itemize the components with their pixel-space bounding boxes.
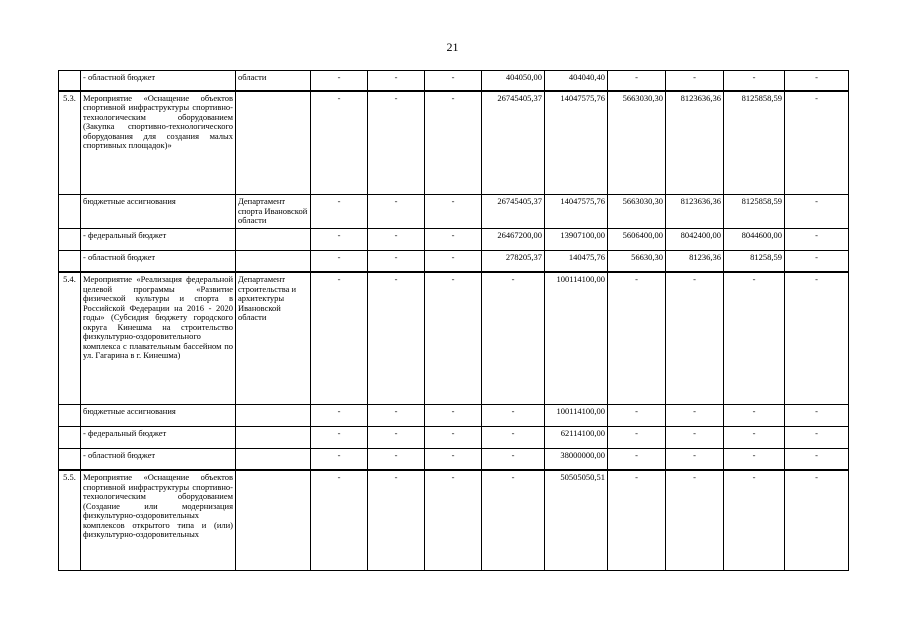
row-executor: Департамент спорта Ивановской области (236, 195, 311, 229)
row-executor (236, 250, 311, 272)
value-cell: 8123636,36 (666, 91, 724, 195)
row-number (59, 448, 81, 470)
table-row (59, 91, 849, 195)
value-cell: - (785, 228, 849, 250)
value-cell: 8125858,59 (724, 91, 785, 195)
value-cell: - (608, 404, 666, 426)
value-cell: - (482, 404, 545, 426)
value-cell: - (785, 470, 849, 570)
value-cell: - (311, 272, 368, 404)
value-cell: 14047575,76 (545, 91, 608, 195)
value-cell: - (608, 448, 666, 470)
value-cell: 26467200,00 (482, 228, 545, 250)
row-executor (236, 228, 311, 250)
row-description: - федеральный бюджет (81, 426, 236, 448)
table-row (59, 250, 849, 272)
value-cell: - (311, 470, 368, 570)
row-executor (236, 426, 311, 448)
value-cell: 8042400,00 (666, 228, 724, 250)
value-cell: - (666, 404, 724, 426)
table-row (59, 195, 849, 229)
row-executor (236, 404, 311, 426)
value-cell: - (785, 91, 849, 195)
value-cell: - (425, 404, 482, 426)
page-number: 21 (446, 40, 459, 54)
value-cell: - (666, 448, 724, 470)
row-number (59, 228, 81, 250)
value-cell: - (425, 448, 482, 470)
row-description: - областной бюджет (81, 71, 236, 91)
row-executor (236, 470, 311, 570)
value-cell: - (666, 470, 724, 570)
table-row (59, 470, 849, 570)
value-cell: - (368, 91, 425, 195)
value-cell: - (368, 404, 425, 426)
value-cell: 278205,37 (482, 250, 545, 272)
value-cell: 404040,40 (545, 71, 608, 91)
value-cell: 140475,76 (545, 250, 608, 272)
row-number (59, 71, 81, 91)
row-executor (236, 448, 311, 470)
value-cell: - (425, 426, 482, 448)
value-cell: - (368, 272, 425, 404)
row-executor (236, 91, 311, 195)
row-description: - областной бюджет (81, 448, 236, 470)
value-cell: - (608, 272, 666, 404)
value-cell: - (425, 272, 482, 404)
row-number: 5.5. (59, 470, 81, 570)
value-cell: - (482, 272, 545, 404)
value-cell: 81258,59 (724, 250, 785, 272)
value-cell: - (666, 426, 724, 448)
value-cell: - (425, 470, 482, 570)
value-cell: - (311, 426, 368, 448)
row-description: Мероприятие «Реализация федеральной целевой программы «Развитие физической культуры и спорта в Российской Федерации на 2016 - 2020 годы» (Субсидия бюджету городского округа Кинешма на строительство физкультурно-оздоровительного комплекса с плавательным бассейном по ул. Гагарина в г. Кинешма) (81, 272, 236, 404)
value-cell: - (368, 426, 425, 448)
row-description: Мероприятие «Оснащение объектов спортивной инфраструктуры спортивно-технологическим оборудованием (Закупка спортивно-технологического оборудования для создания малых спортивных площадок)» (81, 91, 236, 195)
value-cell: - (724, 71, 785, 91)
value-cell: - (785, 448, 849, 470)
value-cell: - (368, 228, 425, 250)
value-cell: 56630,30 (608, 250, 666, 272)
value-cell: - (608, 426, 666, 448)
value-cell: - (368, 250, 425, 272)
value-cell: - (425, 228, 482, 250)
table-row (59, 404, 849, 426)
row-executor: Департамент строительства и архитектуры Ивановской области (236, 272, 311, 404)
value-cell: - (311, 71, 368, 91)
value-cell: 100114100,00 (545, 404, 608, 426)
row-number: 5.3. (59, 91, 81, 195)
value-cell: - (368, 71, 425, 91)
row-number (59, 250, 81, 272)
table-row (59, 272, 849, 404)
value-cell: - (785, 426, 849, 448)
table-row (59, 448, 849, 470)
value-cell: - (425, 250, 482, 272)
value-cell: - (785, 195, 849, 229)
row-number (59, 426, 81, 448)
value-cell: 38000000,00 (545, 448, 608, 470)
row-description: бюджетные ассигнования (81, 404, 236, 426)
value-cell: - (482, 448, 545, 470)
value-cell: - (482, 426, 545, 448)
value-cell: - (785, 71, 849, 91)
table-row (59, 426, 849, 448)
value-cell: - (724, 470, 785, 570)
value-cell: - (785, 272, 849, 404)
value-cell: - (724, 272, 785, 404)
value-cell: - (608, 71, 666, 91)
value-cell: - (311, 250, 368, 272)
value-cell: - (311, 91, 368, 195)
value-cell: 5663030,30 (608, 195, 666, 229)
value-cell: - (368, 448, 425, 470)
value-cell: 81236,36 (666, 250, 724, 272)
row-executor: области (236, 71, 311, 91)
row-number: 5.4. (59, 272, 81, 404)
value-cell: 13907100,00 (545, 228, 608, 250)
value-cell: - (482, 470, 545, 570)
value-cell: - (311, 195, 368, 229)
row-description: Мероприятие «Оснащение объектов спортивной инфраструктуры спортивно-технологическим оборудованием (Создание или модернизация физкультурно-оздоровительных комплексов открытого типа и (или) физкультурно-оздоровительных (81, 470, 236, 570)
value-cell: 62114100,00 (545, 426, 608, 448)
value-cell: - (425, 91, 482, 195)
value-cell: 8044600,00 (724, 228, 785, 250)
row-description: - федеральный бюджет (81, 228, 236, 250)
value-cell: - (311, 448, 368, 470)
value-cell: 26745405,37 (482, 195, 545, 229)
table-row (59, 71, 849, 91)
value-cell: - (666, 71, 724, 91)
row-description: - областной бюджет (81, 250, 236, 272)
value-cell: - (785, 250, 849, 272)
row-description: бюджетные ассигнования (81, 195, 236, 229)
value-cell: 100114100,00 (545, 272, 608, 404)
row-number (59, 404, 81, 426)
value-cell: - (311, 404, 368, 426)
value-cell: - (666, 272, 724, 404)
value-cell: - (785, 404, 849, 426)
value-cell: 404050,00 (482, 71, 545, 91)
value-cell: 5606400,00 (608, 228, 666, 250)
value-cell: - (724, 448, 785, 470)
value-cell: 26745405,37 (482, 91, 545, 195)
value-cell: - (724, 426, 785, 448)
budget-table (58, 70, 849, 571)
value-cell: 8123636,36 (666, 195, 724, 229)
value-cell: - (368, 470, 425, 570)
value-cell: 50505050,51 (545, 470, 608, 570)
value-cell: - (311, 228, 368, 250)
value-cell: - (368, 195, 425, 229)
value-cell: - (724, 404, 785, 426)
row-number (59, 195, 81, 229)
table-row (59, 228, 849, 250)
value-cell: - (425, 71, 482, 91)
value-cell: 5663030,30 (608, 91, 666, 195)
value-cell: 14047575,76 (545, 195, 608, 229)
value-cell: 8125858,59 (724, 195, 785, 229)
value-cell: - (425, 195, 482, 229)
value-cell: - (608, 470, 666, 570)
